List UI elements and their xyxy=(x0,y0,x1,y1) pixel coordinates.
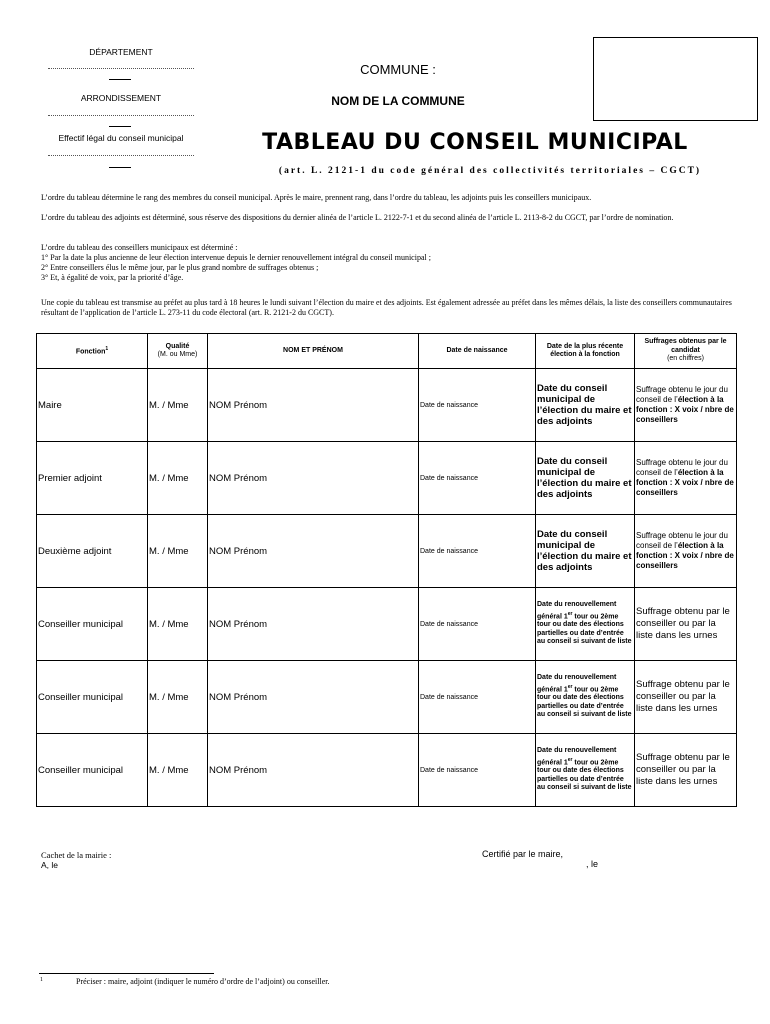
cell-nom: NOM Prénom xyxy=(208,515,419,588)
cell-date-election: Date du renouvellement général 1er tour ou 2ème tour ou date des élections partielles ou date d’entrée au conseil si suivant de liste xyxy=(536,588,635,661)
commune-label: COMMUNE : xyxy=(360,62,436,77)
cell-suffrages: Suffrage obtenu par le conseiller ou par la liste dans les urnes xyxy=(635,661,737,734)
table-row xyxy=(37,442,737,515)
cell-date-election: Date du conseil municipal de l’élection du maire et des adjoints xyxy=(536,369,635,442)
footnote-text: Préciser : maire, adjoint (indiquer le numéro d’ordre de l’adjoint) ou conseiller. xyxy=(76,977,330,986)
cell-suffrages: Suffrage obtenu par le conseiller ou par la liste dans les urnes xyxy=(635,734,737,807)
cell-qualite: M. / Mme xyxy=(148,734,208,807)
cell-nom: NOM Prénom xyxy=(208,588,419,661)
le-label: , le xyxy=(586,859,599,869)
table-row xyxy=(37,734,737,807)
page-subtitle: (art. L. 2121-1 du code général des collectivités territoriales – CGCT) xyxy=(278,166,702,176)
paragraph-adjoints: L’ordre du tableau des adjoints est déterminé, sous réserve des dispositions du dernier alinéa de l’article L. 2122-7-1 et du second alinéa de l’article L. 2113-8-2 du CGCT, par l’ordre de nomination. xyxy=(41,213,674,222)
cell-nom: NOM Prénom xyxy=(208,442,419,515)
cell-fonction: Deuxième adjoint xyxy=(37,515,148,588)
cell-nom: NOM Prénom xyxy=(208,734,419,807)
cell-qualite: M. / Mme xyxy=(148,369,208,442)
header-suffrages: Suffrages obtenus par le candidat (en chiffres) xyxy=(635,334,737,369)
cell-fonction: Conseiller municipal xyxy=(37,661,148,734)
paragraph-rang: L’ordre du tableau détermine le rang des membres du conseil municipal. Après le maire, prennent rang, dans l’ordre du tableau, les adjoints puis les conseillers municipaux. xyxy=(41,193,592,202)
arrondissement-label: ARRONDISSEMENT xyxy=(80,93,162,103)
arrondissement-dotted-line xyxy=(48,115,194,116)
cell-fonction: Conseiller municipal xyxy=(37,734,148,807)
cell-naissance: Date de naissance xyxy=(419,734,536,807)
header-date-election: Date de la plus récente élection à la fonction xyxy=(536,334,635,369)
cell-date-election: Date du conseil municipal de l’élection du maire et des adjoints xyxy=(536,442,635,515)
cell-date-election: Date du renouvellement général 1er tour ou 2ème tour ou date des élections partielles ou date d’entrée au conseil si suivant de liste xyxy=(536,661,635,734)
cell-nom: NOM Prénom xyxy=(208,369,419,442)
header-date-naissance: Date de naissance xyxy=(419,334,536,369)
header-qualite: Qualité (M. ou Mme) xyxy=(148,334,208,369)
cell-qualite: M. / Mme xyxy=(148,515,208,588)
paragraph-transmission: Une copie du tableau est transmise au préfet au plus tard à 18 heures le lundi suivant l’élection du maire et des adjoints. Est également adressée au préfet dans les mêmes délais, la liste des conseillers communautaires résultant de l’application de l’article L. 273-11 du code électoral (art. R. 2121-2 du CGCT). xyxy=(41,298,732,317)
table-row xyxy=(37,661,737,734)
cell-suffrages: Suffrage obtenu par le conseiller ou par la liste dans les urnes xyxy=(635,588,737,661)
commune-name: NOM DE LA COMMUNE xyxy=(331,94,465,108)
departement-label: DÉPARTEMENT xyxy=(89,47,153,57)
table-row xyxy=(37,515,737,588)
a-le-label: A, le xyxy=(41,860,59,870)
certifie-label: Certifié par le maire, xyxy=(482,849,564,859)
cell-date-election: Date du conseil municipal de l’élection du maire et des adjoints xyxy=(536,515,635,588)
cell-fonction: Premier adjoint xyxy=(37,442,148,515)
cell-naissance: Date de naissance xyxy=(419,515,536,588)
cell-fonction: Maire xyxy=(37,369,148,442)
footnote-number: 1 xyxy=(40,977,43,983)
council-table xyxy=(36,333,737,807)
arrondissement-dash xyxy=(109,126,131,127)
table-header-row xyxy=(37,334,737,369)
effectif-label: Effectif légal du conseil municipal xyxy=(58,133,184,143)
cell-qualite: M. / Mme xyxy=(148,442,208,515)
effectif-dash xyxy=(109,167,131,168)
cell-qualite: M. / Mme xyxy=(148,661,208,734)
cell-fonction: Conseiller municipal xyxy=(37,588,148,661)
stamp-box xyxy=(593,37,758,121)
paragraph-rule-3: 3° Et, à égalité de voix, par la priorité d’âge. xyxy=(41,273,184,282)
cell-qualite: M. / Mme xyxy=(148,588,208,661)
paragraph-conseillers-intro: L’ordre du tableau des conseillers municipaux est déterminé : xyxy=(41,243,238,252)
cell-nom: NOM Prénom xyxy=(208,661,419,734)
table-row xyxy=(37,369,737,442)
departement-dash xyxy=(109,79,131,80)
header-fonction: Fonction$^1$ xyxy=(37,334,148,369)
header-nom-prenom: NOM ET PRÉNOM xyxy=(208,334,419,369)
cell-naissance: Date de naissance xyxy=(419,369,536,442)
cell-suffrages: Suffrage obtenu le jour du conseil de l’élection à la fonction : X voix / nbre de conseillers xyxy=(635,515,737,588)
departement-dotted-line xyxy=(48,68,194,69)
cell-date-election: Date du renouvellement général 1er tour ou 2ème tour ou date des élections partielles ou date d’entrée au conseil si suivant de liste xyxy=(536,734,635,807)
effectif-dotted-line xyxy=(48,155,194,156)
table-row xyxy=(37,588,737,661)
cell-suffrages: Suffrage obtenu le jour du conseil de l’élection à la fonction : X voix / nbre de conseillers xyxy=(635,369,737,442)
page-title: TABLEAU DU CONSEIL MUNICIPAL xyxy=(262,130,688,155)
cell-naissance: Date de naissance xyxy=(419,588,536,661)
footnote-separator xyxy=(39,973,214,974)
paragraph-rule-2: 2° Entre conseillers élus le même jour, par le plus grand nombre de suffrages obtenus ; xyxy=(41,263,319,272)
cell-naissance: Date de naissance xyxy=(419,442,536,515)
paragraph-rule-1: 1° Par la date la plus ancienne de leur élection intervenue depuis le dernier renouvellement intégral du conseil municipal ; xyxy=(41,253,431,262)
cachet-label: Cachet de la mairie : xyxy=(41,850,112,860)
cell-suffrages: Suffrage obtenu le jour du conseil de l’élection à la fonction : X voix / nbre de conseillers xyxy=(635,442,737,515)
cell-naissance: Date de naissance xyxy=(419,661,536,734)
